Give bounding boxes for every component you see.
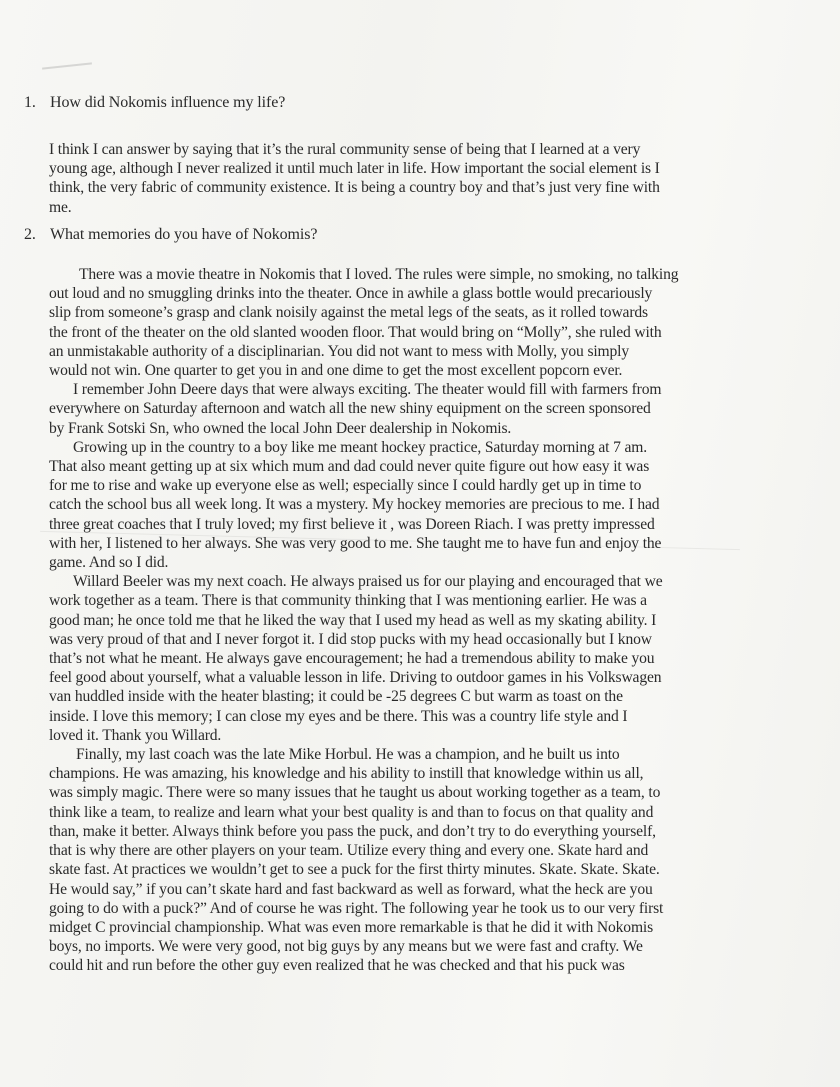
text-line: than, make it better. Always think before you pass the puck, and don’t try to do everything yourself,	[49, 822, 656, 840]
text-line: skate fast. At practices we wouldn’t get to see a puck for the first thirty minutes. Skate. Skate. Skate.	[49, 861, 660, 879]
text-line: Willard Beeler was my next coach. He always praised us for our playing and encouraged that we	[73, 573, 663, 591]
text-line: everywhere on Saturday afternoon and watch all the new shiny equipment on the screen sponsored	[49, 400, 651, 418]
text-line: slip from someone’s grasp and clank noisily against the metal legs of the seats, as it rolled towards	[49, 304, 648, 322]
pen-mark	[42, 62, 92, 69]
text-line: loved it. Thank you Willard.	[49, 726, 222, 744]
text-line: out loud and no smuggling drinks into the theater. Once in awhile a glass bottle would precariously	[49, 285, 653, 303]
text-line: work together as a team. There is that community thinking that I was mentioning earlier. He was a	[49, 592, 647, 610]
text-line: I think I can answer by saying that it’s the rural community sense of being that I learned at a very	[49, 141, 641, 158]
answer-2	[49, 265, 739, 976]
text-line: an unmistakable authority of a disciplinarian. You did not want to mess with Molly, you simply	[49, 342, 629, 360]
text-line: the front of the theater on the old slanted wooden floor. That would bring on “Molly”, she ruled with	[49, 323, 662, 341]
text-line: midget C provincial championship. What was even more remarkable is that he did it with Nokomis	[49, 918, 654, 936]
question-2	[24, 226, 317, 244]
text-line: That also meant getting up at six which mum and dad could never quite figure out how easy it was	[49, 458, 650, 476]
text-line: was simply magic. There were so many issues that he taught us about working together as a team, to	[49, 784, 661, 802]
question-text: What memories do you have of Nokomis?	[50, 226, 318, 243]
text-line: that is why there are other players on your team. Utilize every thing and every one. Skate hard and	[49, 842, 649, 860]
text-line: young age, although I never realized it until much later in life. How important the social element is I	[49, 160, 660, 178]
text-line: van huddled inside with the heater blasting; it could be -25 degrees C but warm as toast on the	[49, 688, 623, 706]
question-number: 1.	[24, 94, 36, 111]
question-number: 2.	[24, 226, 36, 243]
question-text: How did Nokomis influence my life?	[50, 94, 286, 111]
text-line: going to do with a puck?” And of course he was right. The following year he took us to our very first	[49, 899, 664, 917]
text-line: would not win. One quarter to get you in and one dime to get the most excellent popcorn ever.	[49, 362, 623, 380]
text-line: could hit and run before the other guy even realized that he was checked and that his puck was	[49, 957, 625, 975]
text-line: think, the very fabric of community existence. It is being a country boy and that’s just very fine with	[49, 179, 660, 197]
text-line: Growing up in the country to a boy like me meant hockey practice, Saturday morning at 7 am.	[73, 438, 647, 456]
text-line: three great coaches that I truly loved; my first believe it , was Doreen Riach. I was pretty impressed	[49, 515, 655, 533]
text-line: that’s not what he meant. He always gave encouragement; he had a tremendous ability to make you	[49, 650, 655, 668]
text-line: I remember John Deere days that were always exciting. The theater would fill with farmers from	[73, 381, 662, 399]
text-line: catch the school bus all week long. It was a mystery. My hockey memories are precious to me. I had	[49, 496, 660, 514]
text-line: champions. He was amazing, his knowledge and his ability to instill that knowledge within us all,	[49, 765, 644, 783]
text-line: good man; he once told me that he liked the way that I used my head as well as my skating ability. I	[49, 611, 657, 629]
text-line: feel good about yourself, what a valuable lesson in life. Driving to outdoor games in his Volkswagen	[49, 669, 662, 687]
text-line: by Frank Sotski Sn, who owned the local John Deer dealership in Nokomis.	[49, 419, 512, 437]
answer-1	[49, 140, 739, 217]
text-line: There was a movie theatre in Nokomis that I loved. The rules were simple, no smoking, no talking	[79, 266, 679, 283]
text-line: inside. I love this memory; I can close my eyes and be there. This was a country life style and I	[49, 707, 628, 725]
text-line: for me to rise and wake up everyone else as well; especially since I could hardly get up in time to	[49, 477, 642, 495]
text-line: was very proud of that and I never forgot it. I did stop pucks with my head occasionally but I know	[49, 630, 652, 648]
text-line: game. And so I did.	[49, 554, 169, 572]
question-1	[24, 94, 285, 112]
text-line: me.	[49, 198, 72, 216]
text-line: with her, I listened to her always. She was very good to me. She taught me to have fun and enjoy the	[49, 534, 662, 552]
text-line: boys, no imports. We were very good, not big guys by any means but we were fast and crafty. We	[49, 938, 643, 956]
text-line: He would say,” if you can’t skate hard and fast backward as well as forward, what the heck are you	[49, 880, 653, 898]
text-line: Finally, my last coach was the late Mike Horbul. He was a champion, and he built us into	[76, 746, 620, 764]
text-line: think like a team, to realize and learn what your best quality is and than to focus on that quality and	[49, 803, 654, 821]
